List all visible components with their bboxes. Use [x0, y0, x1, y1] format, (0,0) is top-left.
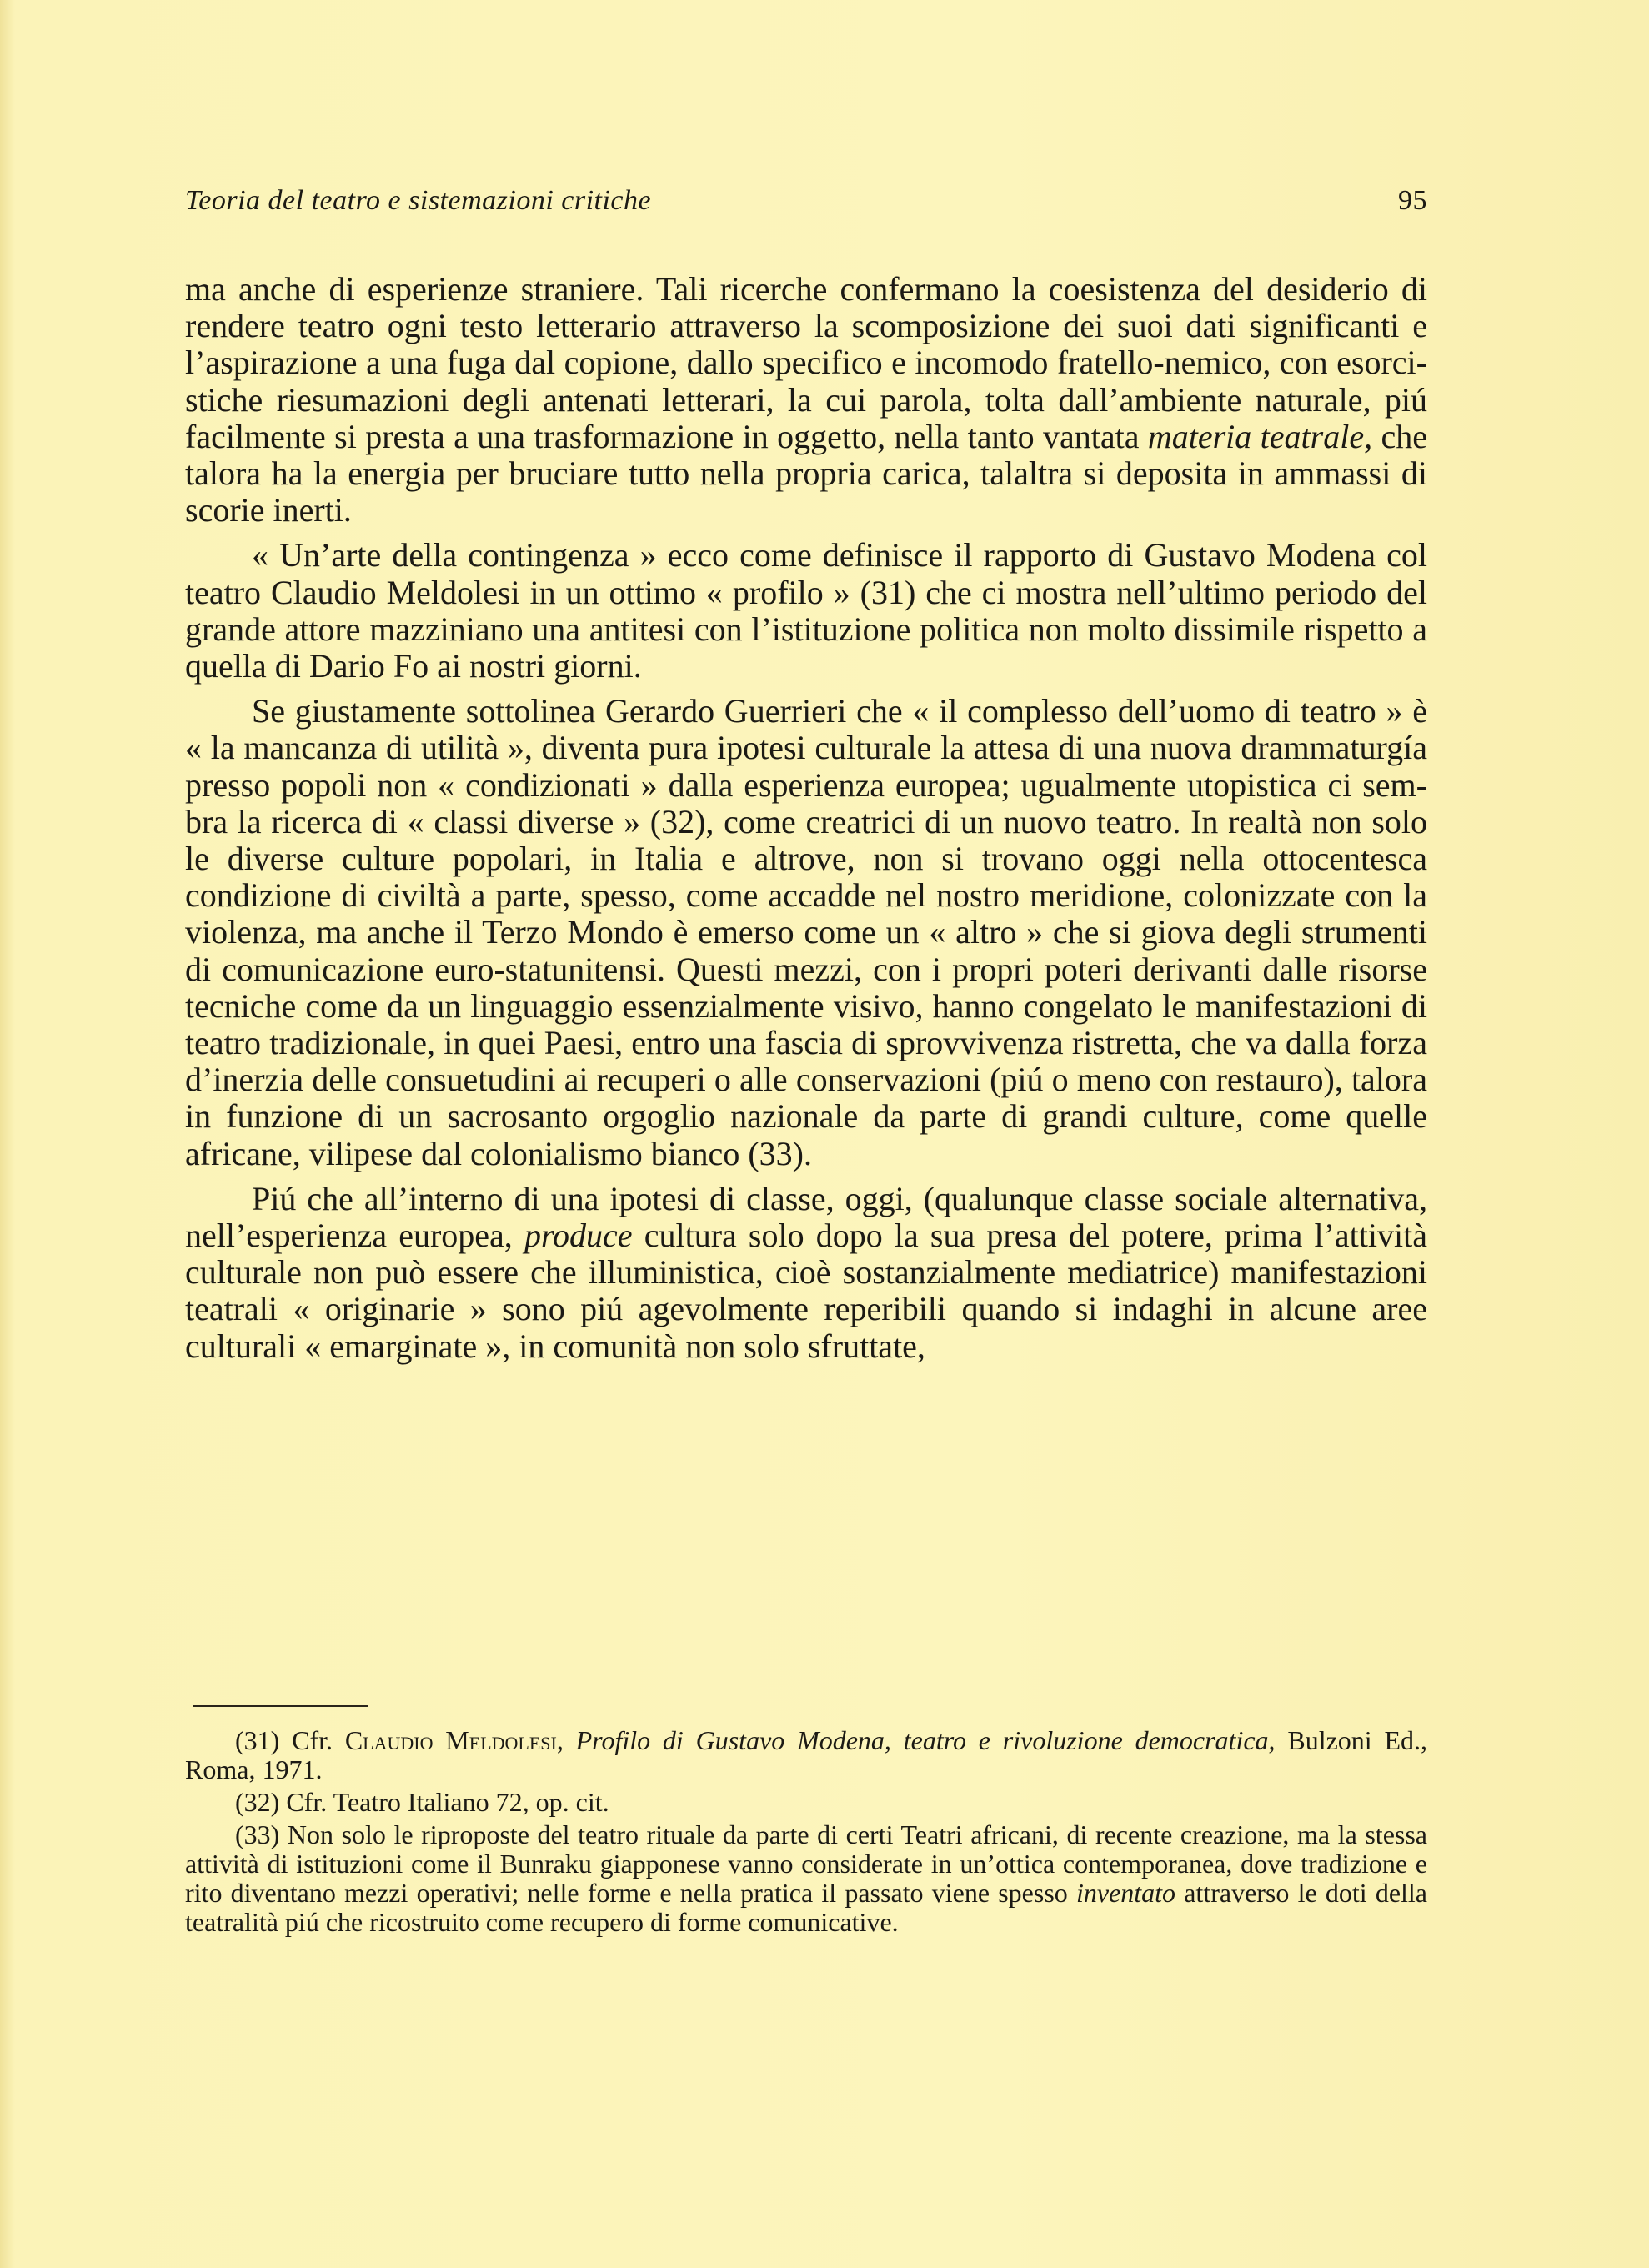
footnote-31-lead: (31) Cfr. [235, 1725, 345, 1755]
paragraph-4-text-a: Piú che all’interno di una ipotesi di classe, oggi, (qualunque classe sociale alternativa, nell’esperienza europea, [185, 1179, 1427, 1255]
footnote-31-rest: Bulzoni Ed., Roma, 1971. [185, 1725, 1428, 1784]
paragraph-4-text-c: cultura solo dopo la sua presa del potere, prima l’attività culturale non può essere che illuministica, cioè sostanzialmente mediatrice) manifestazioni teatrali « originarie » sono piú agevolmente reperibili quando si indaghi in alcune aree culturali « emarginate », in comunità non solo sfruttate, [185, 1217, 1428, 1365]
footnote-33-text-a: (33) Non solo le riproposte del teatro rituale da parte di certi Teatri africani, di recente creazione, ma la stessa attività di istituzioni come il Bunraku giapponese vanno considerate in un’ottica contemporanea, dove tradizione e rito diventano mezzi operativi; nelle forme e nella pratica il passato viene spesso [185, 1819, 1427, 1908]
footnote-31-author: Claudio Meldolesi, [344, 1725, 564, 1755]
footnote-31 [185, 1726, 1427, 1784]
paragraph-2: « Un’arte della contingenza » ecco come definisce il rapporto di Gustavo Modena col teatro Claudio Meldolesi in un ottimo « profilo » (31) che ci mostra nell’ultimo periodo del grande attore mazziniano una antitesi con l’istituzione politica non molto dissimile rispetto a quella di Dario Fo ai nostri giorni. [185, 536, 1427, 685]
footnote-32: (32) Cfr. Teatro Italiano 72, op. cit. [235, 1787, 609, 1817]
paragraph-3: Se giustamente sottolinea Gerardo Guerrieri che « il complesso dell’uomo di teatro » è « la mancanza di utilità », diventa pura ipotesi culturale la attesa di una nuova drammaturgía presso popoli non « condizionati » dalla esperienza europea; ugualmente utopistica ci sembra la ricerca di « classi diverse » (32), come creatrici di un nuovo teatro. In realtà non solo le diverse culture popolari, in Italia e altrove, non si trovano oggi nella ottocentesca condizione di civiltà a parte, spesso, come accadde nel nostro meridione, colonizzate con la violenza, ma anche il Terzo Mondo è emerso come un « altro » che si giova degli strumenti di comunicazione euro-statunitensi. Questi mezzi, con i propri poteri derivanti dalle risorse tecniche come da un linguaggio essenzialmente visivo, hanno congelato le manifestazioni di teatro tradizionale, in quei Paesi, entro una fascia di sprovvivenza ristretta, che va dalla forza d’inerzia delle consuetudini ai recuperi o alle conservazioni (piú o meno con restauro), talora in funzione di un sacrosanto orgoglio nazionale da parte di grandi culture, come quelle africane, vilipese dal colonialismo bianco (33). [185, 692, 1427, 1172]
body-text [185, 271, 1427, 1365]
paragraph-1-text-c: che talora ha la energia per bruciare tutto nella propria carica, talaltra si deposita in ammassi di scorie inerti. [185, 417, 1427, 529]
paragraph-1 [185, 271, 1427, 529]
footnote-rule [193, 1705, 368, 1707]
paragraph-4-italic: produce [524, 1217, 633, 1255]
footnote-33-text-c: attraverso le doti della teatralità piú che ricostruito come recupero di forme comunicative. [185, 1878, 1427, 1937]
paragraph-4 [185, 1181, 1427, 1365]
footnotes [185, 1726, 1427, 1940]
running-header [185, 185, 1427, 227]
paragraph-1-text-a: ma anche di esperienze straniere. Tali ricerche confermano la coesistenza del desiderio di rendere teatro ogni testo letterario attraverso la scomposizione dei suoi dati significanti e l’aspirazione a una fuga dal copione, dallo specifico e incomodo fratello-nemico, con esorcistiche riesumazioni degli antenati letterari, la cui parola, tolta dall’ambiente naturale, piú facilmente si presta a una trasformazione in oggetto, nella tanto vantata [185, 270, 1427, 455]
running-title: Teoria del teatro e sistemazioni critiche [185, 185, 652, 216]
paragraph-1-italic: materia teatrale, [1147, 417, 1373, 455]
footnote-33 [185, 1820, 1427, 1937]
page-number: 95 [1398, 185, 1427, 216]
footnote-31-title: Profilo di Gustavo Modena, teatro e rivoluzione democratica, [563, 1725, 1276, 1755]
footnote-33-italic: inventato [1075, 1878, 1176, 1908]
